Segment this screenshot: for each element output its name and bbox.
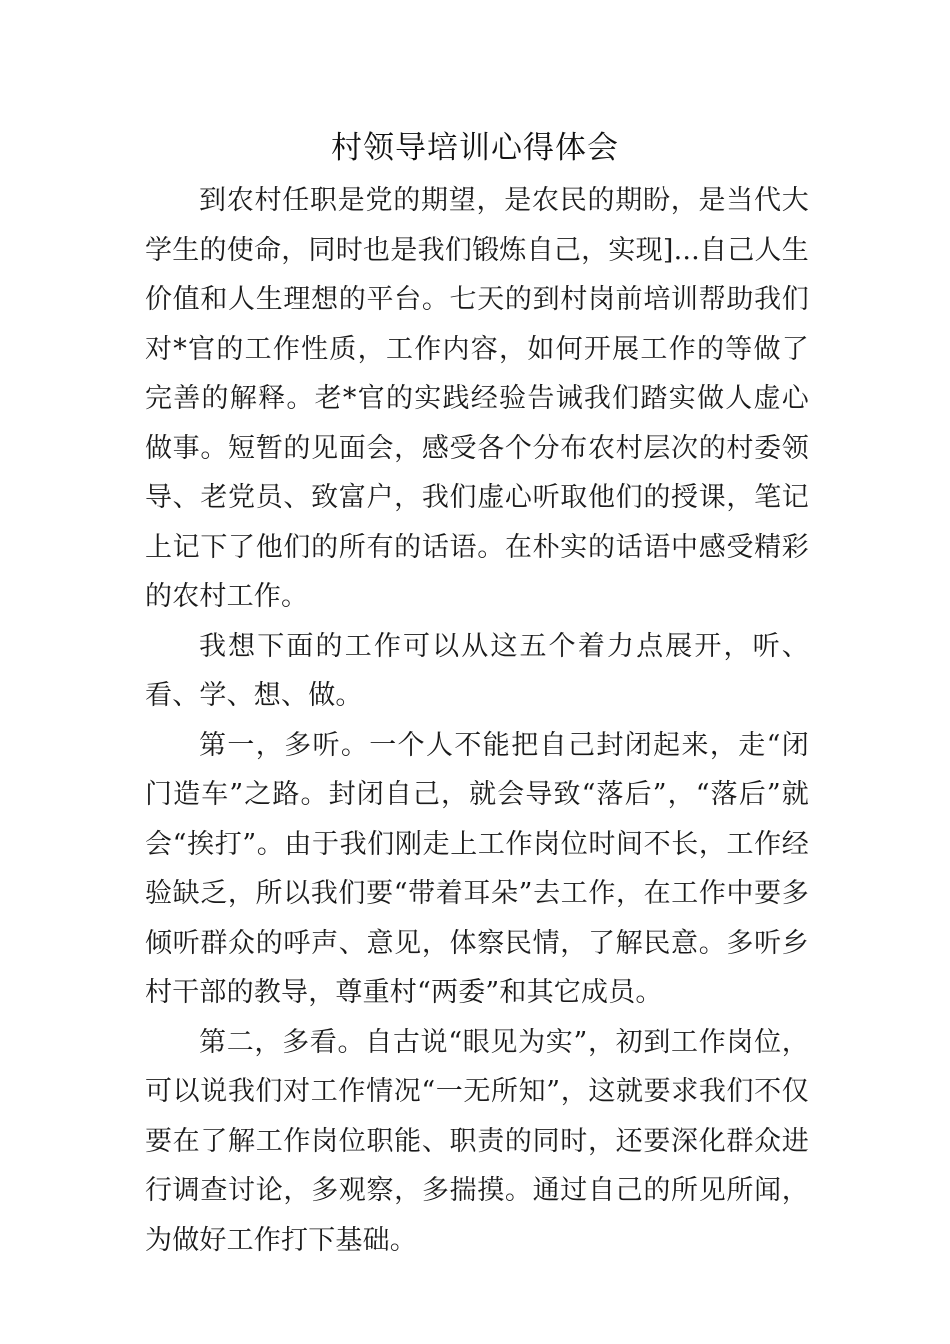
- page-title: 村领导培训心得体会: [331, 130, 619, 166]
- paragraph-look: 第二，多看。自古说“眼见为实”，初到工作岗位，可以说我们对工作情况“一无所知”，这就要求我们不仅要在了解工作岗位职能、职责的同时，还要深化群众进行调查讨论，多观察，多揣摸。通过自己的所见所闻，为做好工作打下基础。: [145, 1026, 809, 1256]
- paragraph-listen: 第一，多听。一个人不能把自己封闭起来，走“闭门造车”之路。封闭自己，就会导致“落后”，“落后”就会“挨打”。由于我们刚走上工作岗位时间不长，工作经验缺乏，所以我们要“带着耳朵”去工作，在工作中要多倾听群众的呼声、意见，体察民情，了解民意。多听乡村干部的教导，尊重村“两委”和其它成员。: [145, 729, 809, 1008]
- document-body: [145, 176, 809, 1265]
- paragraph-focus-points: 我想下面的工作可以从这五个着力点展开，听、看、学、想、做。: [145, 630, 809, 711]
- paragraph-intro: 到农村任职是党的期望，是农民的期盼，是当代大学生的使命，同时也是我们锻炼自己，实现]...自己人生价值和人生理想的平台。七天的到村岗前培训帮助我们对*官的工作性质，工作内容，如何开展工作的等做了完善的解释。老*官的实践经验告诫我们踏实做人虚心做事。短暂的见面会，感受各个分布农村层次的村委领导、老党员、致富户，我们虚心听取他们的授课，笔记上记下了他们的所有的话语。在朴实的话语中感受精彩的农村工作。: [145, 185, 809, 612]
